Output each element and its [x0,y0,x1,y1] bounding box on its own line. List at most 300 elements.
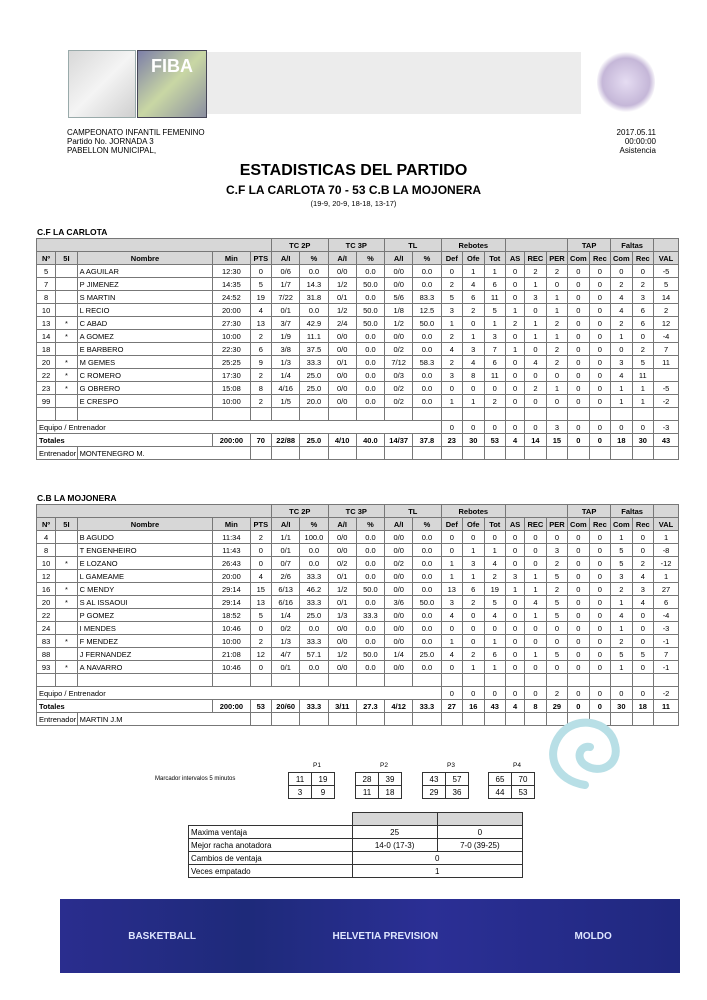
total-cell: 20/60 [272,700,300,713]
stat-cell: 0 [632,635,653,648]
column-header: Nº [37,252,56,265]
stat-cell: 0/0 [328,544,356,557]
group-header: TC 2P [272,239,329,252]
stat-cell: 0 [568,291,589,304]
stat-cell: 3 [441,304,462,317]
stat-cell: 0.0 [413,583,441,596]
stat-cell: 29:14 [213,596,250,609]
stat-cell: 20:00 [213,570,250,583]
stat-cell: 8 [463,369,484,382]
stat-cell: 2 [441,330,462,343]
stat-cell: 0 [632,330,653,343]
stat-cell: 0/0 [328,635,356,648]
stat-cell: 57.1 [300,648,328,661]
stat-cell: 17:30 [213,369,250,382]
player-row [37,648,679,661]
stat-cell: 0 [506,609,525,622]
stat-cell: 99 [37,395,56,408]
column-header: PER [546,518,567,531]
stat-cell: 0 [589,291,610,304]
player-name: A GOMEZ [77,330,213,343]
sponsor-banner [60,899,680,973]
stat-cell: 0 [568,304,589,317]
column-header: Nº [37,518,56,531]
stat-cell: 0.0 [413,661,441,674]
stat-cell: 0 [589,343,610,356]
stat-cell: 0 [589,609,610,622]
stat-cell: 0 [506,635,525,648]
column-header: Rec [632,518,653,531]
total-cell: 4/12 [385,700,413,713]
stat-cell: 0/1 [328,356,356,369]
team-coach-row [37,687,679,700]
stat-cell: 0 [611,687,632,700]
total-cell: 25.0 [300,434,328,447]
total-cell: 37.8 [413,434,441,447]
match-date: 2017.05.11 [616,128,656,137]
interval-score: 36 [446,786,469,799]
total-cell: 53 [250,700,272,713]
stat-cell: 0 [525,343,546,356]
stat-cell: 1 [441,395,462,408]
group-header [506,505,568,518]
total-cell: 4 [506,700,525,713]
stat-cell: 14:35 [213,278,250,291]
stat-cell: 25.0 [300,609,328,622]
stat-cell: 1 [546,382,567,395]
stat-cell: 2/6 [272,570,300,583]
coach-label: Entrenador [37,447,78,460]
stat-cell: 0 [589,661,610,674]
stat-cell: 0/2 [385,557,413,570]
player-row [37,265,679,278]
stat-cell: 0 [546,622,567,635]
stat-cell: 2 [250,395,272,408]
total-cell: 15 [546,434,567,447]
stat-cell: 11:34 [213,531,250,544]
stat-cell: 22 [37,609,56,622]
column-header: Rec [589,252,610,265]
stat-cell: 10:00 [213,330,250,343]
stat-cell: 25.0 [300,382,328,395]
total-cell: 3/11 [328,700,356,713]
stat-cell: 12 [37,570,56,583]
total-cell: 30 [463,434,484,447]
stat-cell: * [56,596,77,609]
stat-cell [56,395,77,408]
stat-cell: 0.0 [300,661,328,674]
stat-cell: 0.0 [413,369,441,382]
stat-cell: 7 [37,278,56,291]
stat-cell: 6 [463,291,484,304]
stat-cell: 26:43 [213,557,250,570]
interval-score: 29 [423,786,446,799]
player-name: P GOMEZ [77,609,213,622]
stat-cell: 6 [484,648,506,661]
stat-cell: 0 [463,531,484,544]
stat-cell: 0.0 [356,570,384,583]
stat-cell: 18 [37,343,56,356]
column-header: Nombre [77,252,213,265]
interval-score: 19 [312,773,335,786]
stat-cell: 0.0 [356,635,384,648]
group-header: TC 3P [328,239,385,252]
stat-cell: 1 [463,544,484,557]
total-cell: 23 [441,434,462,447]
stat-cell: 2 [441,278,462,291]
stat-cell: 2 [546,317,567,330]
stat-cell: 37.5 [300,343,328,356]
stat-cell: 0 [250,265,272,278]
stat-cell: * [56,661,77,674]
stat-cell: 0 [506,622,525,635]
stat-cell: 5 [546,596,567,609]
summary-row: Mejor racha anotadora 14-0 (17-3) 7-0 (39-25) [189,839,523,852]
total-cell: 0 [589,434,610,447]
stat-cell: 0/1 [328,291,356,304]
page-title: ESTADISTICAS DEL PARTIDO [239,162,468,179]
stat-cell: 2 [506,317,525,330]
stat-cell: 2 [463,596,484,609]
player-name: M GEMES [77,356,213,369]
column-header: REC [525,518,546,531]
stat-cell: 1 [654,570,679,583]
stat-cell: 4 [441,648,462,661]
total-cell: 4 [506,434,525,447]
stat-cell: 3 [632,291,653,304]
stat-cell: 11:43 [213,544,250,557]
stat-cell: 0 [589,382,610,395]
interval-score: 57 [446,773,469,786]
stat-cell: 0/0 [385,635,413,648]
column-header: Ofe [463,518,484,531]
stat-cell: 8 [37,544,56,557]
stat-cell: 1/7 [272,278,300,291]
column-header: Rec [589,518,610,531]
stat-cell: 0.0 [356,661,384,674]
player-name: G OBRERO [77,382,213,395]
stat-cell: 2 [250,635,272,648]
period-scores [422,772,469,799]
stat-cell: 0.0 [413,343,441,356]
column-header: AS [506,518,525,531]
stat-cell: 0 [568,557,589,570]
stat-cell: 1/3 [272,635,300,648]
stat-cell: 0 [568,635,589,648]
interval-score: 70 [512,773,535,786]
stat-cell: 0/0 [328,531,356,544]
player-name: E LOZANO [77,557,213,570]
stat-cell: 24 [37,622,56,635]
stat-cell [654,369,679,382]
stat-cell: 0/2 [385,382,413,395]
stat-cell: 0 [568,544,589,557]
stat-cell: 0 [589,687,610,700]
stat-cell: 3 [546,544,567,557]
stat-cell: 11 [484,291,506,304]
stat-cell: 46.2 [300,583,328,596]
sponsor-logo: BASKETBALL [128,930,197,942]
stat-cell: 1/1 [272,531,300,544]
period-label: P1 [313,762,321,769]
stat-cell: 0 [484,421,506,434]
stat-cell: 2/4 [328,317,356,330]
player-name: A NAVARRO [77,661,213,674]
stat-cell: 0 [589,648,610,661]
column-header: % [356,252,384,265]
stat-cell: 6 [463,583,484,596]
stat-cell: 0.0 [300,557,328,570]
column-header: Com [611,518,632,531]
stat-cell: 0 [506,265,525,278]
player-name: L GAMEAME [77,570,213,583]
attendance: Asistencia [619,146,656,155]
stat-cell: 7 [484,343,506,356]
player-row [37,609,679,622]
stat-cell: * [56,557,77,570]
stat-cell: 0 [506,278,525,291]
stat-cell: 5 [441,291,462,304]
player-row [37,369,679,382]
summary-row: Cambios de ventaja 0 [189,852,523,865]
interval-score: 39 [379,773,402,786]
stat-cell: 0/2 [385,395,413,408]
stat-cell: 0 [484,531,506,544]
interval-score: 18 [379,786,402,799]
stat-cell: 2 [546,265,567,278]
column-header: VAL [654,518,679,531]
stat-cell: 5 [611,648,632,661]
header-banner [205,52,581,114]
stat-cell: 0 [546,395,567,408]
stat-cell: 15:08 [213,382,250,395]
stat-cell: 1/4 [385,648,413,661]
total-cell: 27.3 [356,700,384,713]
player-row [37,291,679,304]
stat-cell: 4 [632,570,653,583]
stat-cell: 0 [463,317,484,330]
stat-cell: 0/0 [385,622,413,635]
team1-stats-table [36,238,679,460]
stat-cell: 2 [441,356,462,369]
stat-cell: -2 [654,395,679,408]
group-header: TC 2P [272,505,329,518]
stat-cell: 25:25 [213,356,250,369]
stat-cell: 1 [463,570,484,583]
stat-cell: 6 [484,278,506,291]
coach-name: MONTENEGRO M. [77,447,250,460]
total-cell: 200:00 [213,700,250,713]
stat-cell: 0 [568,421,589,434]
stat-cell: 14.3 [300,278,328,291]
stat-cell: 1 [611,531,632,544]
stat-cell: 33.3 [300,570,328,583]
stat-cell: 50.0 [413,317,441,330]
stat-cell: 0/0 [328,369,356,382]
stat-cell: 3 [441,596,462,609]
stat-cell: 14 [654,291,679,304]
stat-cell: 83.3 [413,291,441,304]
stat-cell: 0.0 [356,531,384,544]
stat-cell: 50.0 [356,583,384,596]
stat-cell: -1 [654,661,679,674]
intervals-label: Marcador intervalos 5 minutos [155,776,236,782]
stat-cell: 0 [611,343,632,356]
stat-cell: 83 [37,635,56,648]
stat-cell: * [56,583,77,596]
player-name: C ROMERO [77,369,213,382]
stat-cell: 1 [632,382,653,395]
stat-cell: 1 [506,583,525,596]
column-header: PER [546,252,567,265]
stat-cell: 1 [441,635,462,648]
stat-cell: 0 [611,421,632,434]
stat-cell: 2 [250,330,272,343]
stat-cell: 0 [589,596,610,609]
interval-score: 3 [289,786,312,799]
column-header: PTS [250,252,272,265]
stat-cell: 1 [484,635,506,648]
stat-cell: 6 [654,596,679,609]
stat-cell: 1 [484,265,506,278]
group-header: Rebotes [441,505,505,518]
stat-cell: 22 [37,369,56,382]
stat-cell: 3/8 [272,343,300,356]
stat-cell: 5/6 [385,291,413,304]
stat-cell: 0 [441,382,462,395]
total-cell: 43 [654,434,679,447]
stat-cell: 0 [441,661,462,674]
stat-cell: -8 [654,544,679,557]
stat-cell: 0 [506,648,525,661]
stat-cell: * [56,317,77,330]
stat-cell: 1 [611,330,632,343]
stat-cell: 0 [589,635,610,648]
period-label: P3 [447,762,455,769]
stat-cell: 0 [506,291,525,304]
group-header-row [37,505,679,518]
stat-cell: 0/0 [385,330,413,343]
team-coach-row [37,421,679,434]
player-name: I MENDES [77,622,213,635]
summary-row: Veces empatado 1 [189,865,523,878]
stat-cell: 5 [546,570,567,583]
venue: PABELLON MUNICIPAL, [67,146,157,155]
stat-cell: 2 [250,531,272,544]
stat-cell: 0.0 [413,278,441,291]
stat-cell: 2 [546,557,567,570]
column-header: Ofe [463,252,484,265]
column-header: % [356,518,384,531]
total-cell: 16 [463,700,484,713]
stat-cell: 5 [632,356,653,369]
column-header: A/I [385,518,413,531]
stat-cell: 4 [611,609,632,622]
stat-cell: 0/1 [328,570,356,583]
player-row [37,557,679,570]
stat-cell: 0 [525,421,546,434]
stat-cell: 1/2 [328,648,356,661]
stat-cell: 0 [568,531,589,544]
stat-cell: 0 [589,622,610,635]
stat-cell: 3 [441,369,462,382]
stat-cell: 10 [37,304,56,317]
stat-cell: 0 [546,531,567,544]
stat-cell: 1 [611,382,632,395]
player-name: C ABAD [77,317,213,330]
stat-cell: 24:52 [213,291,250,304]
stat-cell: 2 [632,557,653,570]
stat-cell: -3 [654,421,679,434]
team2-stats-table [36,504,679,726]
player-row [37,596,679,609]
stat-cell: 0 [250,557,272,570]
stat-cell: 2 [654,304,679,317]
stat-cell: 3 [611,570,632,583]
stat-cell: 4 [611,291,632,304]
column-header: AS [506,252,525,265]
stat-cell: 1/2 [328,583,356,596]
stat-cell: 0.0 [356,291,384,304]
stat-cell: 0 [632,544,653,557]
stat-cell: 2 [525,265,546,278]
column-header: % [300,252,328,265]
stat-cell: 0 [525,557,546,570]
stat-cell: 9 [250,356,272,369]
stat-cell: * [56,356,77,369]
stat-cell: 0 [525,395,546,408]
stat-cell: -4 [654,330,679,343]
interval-score: 9 [312,786,335,799]
stat-cell: 1 [484,317,506,330]
sponsor-logo: HELVETIA PREVISION [332,930,439,942]
stat-cell: * [56,369,77,382]
watermark-swirl [540,710,630,790]
group-header: TAP [568,505,611,518]
stat-cell: 2 [546,583,567,596]
stat-cell: 0.0 [300,622,328,635]
stat-cell: 0 [525,622,546,635]
total-cell: 29 [546,700,567,713]
stat-cell: 0 [250,661,272,674]
stat-cell: 0 [525,369,546,382]
total-cell: 0 [589,700,610,713]
player-name: P JIMENEZ [77,278,213,291]
stat-cell: 13 [250,317,272,330]
stat-cell: 0.0 [356,343,384,356]
stat-cell: 11.1 [300,330,328,343]
spacer-row [37,408,679,421]
stat-cell: 4 [250,570,272,583]
player-name: T ENGENHEIRO [77,544,213,557]
competition-info [67,128,205,155]
stat-cell: 0 [525,304,546,317]
stat-cell: 0/7 [272,557,300,570]
stat-cell: 0 [463,622,484,635]
stat-cell [56,531,77,544]
coach-label: Entrenador [37,713,78,726]
stat-cell: 0 [546,661,567,674]
stat-cell: 0 [506,687,525,700]
stat-cell: 0/2 [385,343,413,356]
total-cell: 70 [250,434,272,447]
player-name: E CRESPO [77,395,213,408]
stat-cell: 0.0 [300,304,328,317]
column-header: Min [213,252,250,265]
column-header: A/I [328,518,356,531]
team-coach-label: Equipo / Entrenador [37,421,442,434]
stat-cell: 0/0 [385,278,413,291]
